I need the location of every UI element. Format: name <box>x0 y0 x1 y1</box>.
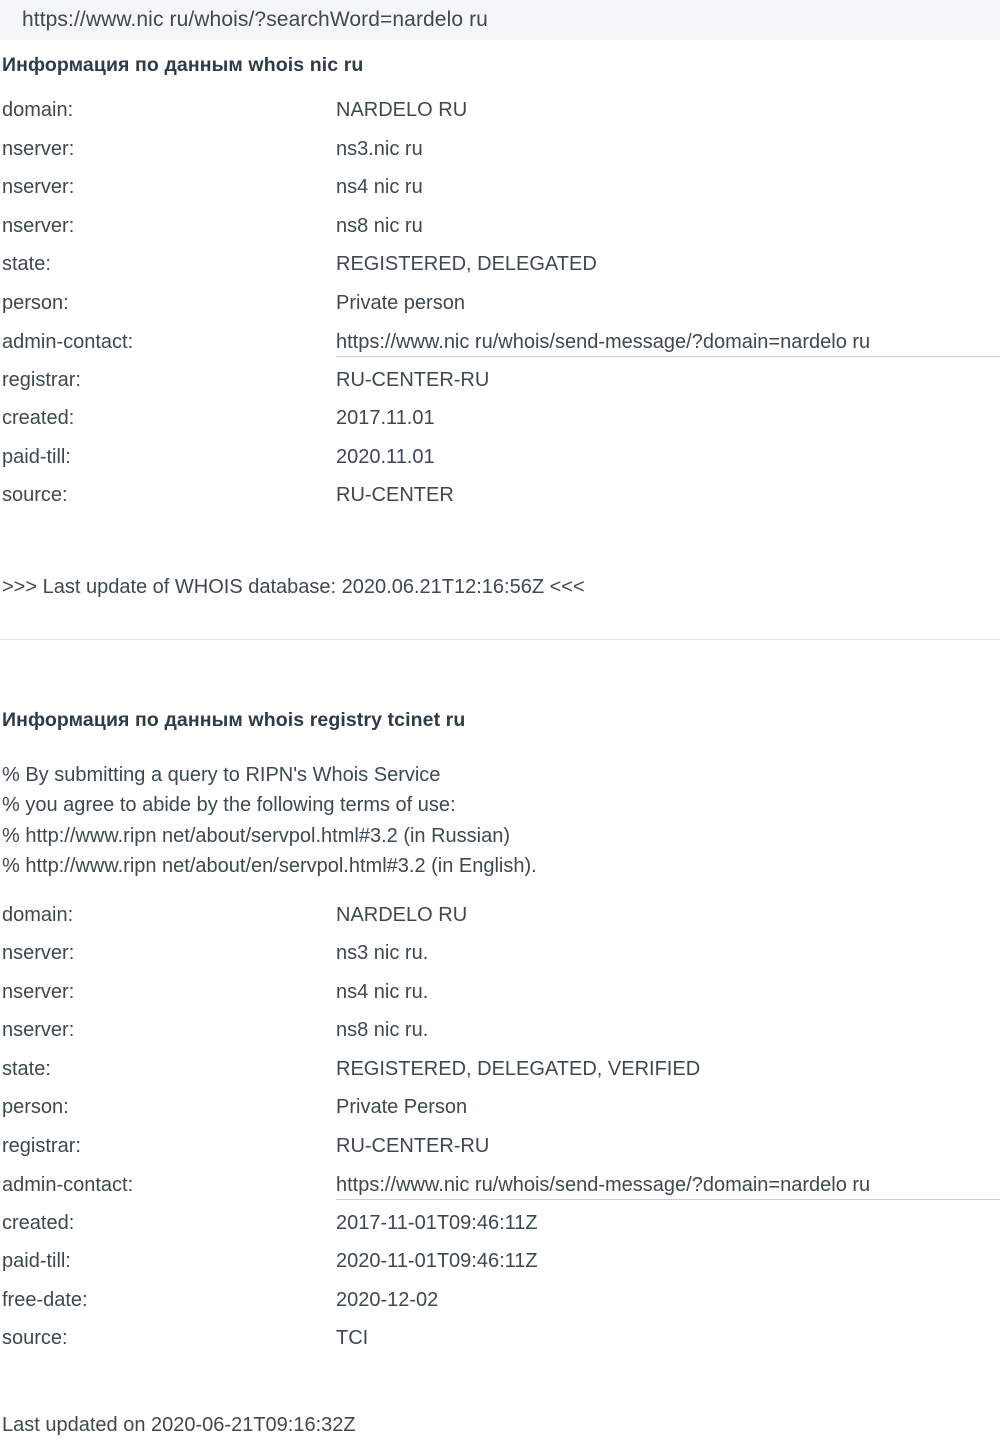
whois-field-row <box>0 904 1000 943</box>
whois-field-row <box>0 942 1000 981</box>
whois-field-value: 2020-11-01T09:46:11Z <box>336 1250 538 1272</box>
whois-field-row <box>0 1096 1000 1135</box>
whois-field-row <box>0 292 1000 331</box>
whois-registry-fields <box>0 904 1000 1366</box>
whois-field-key: created: <box>2 1211 75 1234</box>
whois-field-key: registrar: <box>2 368 81 391</box>
whois-field-value: ns8 nic ru. <box>336 1019 429 1041</box>
whois-registry-section <box>0 695 1000 1437</box>
whois-field-value: TCI <box>336 1327 369 1349</box>
whois-field-key: free-date: <box>2 1288 88 1311</box>
whois-field-key: registrar: <box>2 1134 81 1157</box>
whois-field-row <box>0 484 1000 523</box>
whois-field-value: ns4 nic ru <box>336 176 423 198</box>
whois-field-value: 2017-11-01T09:46:11Z <box>336 1211 538 1234</box>
whois-nic-section <box>0 40 1000 599</box>
whois-field-row <box>0 1289 1000 1328</box>
whois-field-row <box>0 1019 1000 1058</box>
whois-field-value: Private Person <box>336 1096 468 1118</box>
whois-field-value: 2020-12-02 <box>336 1288 439 1311</box>
whois-field-row <box>0 176 1000 215</box>
section-divider <box>0 639 1000 640</box>
whois-field-row <box>0 407 1000 446</box>
browser-url-bar[interactable] <box>0 0 1000 40</box>
preamble-line: % you agree to abide by the following terms of use: <box>2 794 456 816</box>
preamble-line: % http://www.ripn net/about/servpol.html#3.2 (in Russian) <box>2 824 511 847</box>
whois-field-value: RU-CENTER-RU <box>336 368 490 391</box>
whois-field-row <box>0 215 1000 254</box>
whois-field-key: person: <box>2 291 69 314</box>
whois-field-link[interactable]: https://www.nic ru/whois/send-message/?domain=nardelo ru <box>336 1173 1000 1200</box>
registry-last-updated-note: Last updated on 2020-06-21T09:16:32Z <box>2 1413 356 1436</box>
whois-field-value: REGISTERED, DELEGATED <box>336 253 597 275</box>
whois-field-row <box>0 1058 1000 1097</box>
whois-field-key: person: <box>2 1096 69 1118</box>
whois-field-value: ns3 nic ru. <box>336 942 429 964</box>
whois-field-row <box>0 1250 1000 1289</box>
whois-field-key: state: <box>2 253 51 275</box>
whois-field-row <box>0 446 1000 485</box>
whois-field-row <box>0 1173 1000 1212</box>
whois-field-value: 2017.11.01 <box>336 407 435 429</box>
whois-field-key: nserver: <box>2 214 75 237</box>
whois-field-row <box>0 330 1000 369</box>
whois-field-key: state: <box>2 1057 51 1080</box>
whois-field-row <box>0 99 1000 138</box>
whois-field-key: admin-contact: <box>2 331 134 353</box>
whois-field-row <box>0 253 1000 292</box>
whois-field-row <box>0 1212 1000 1251</box>
whois-field-key: source: <box>2 484 68 506</box>
whois-field-value: 2020.11.01 <box>336 445 435 468</box>
section-title-registry: Информация по данным whois registry tcinet ru <box>2 708 466 731</box>
whois-field-key: nserver: <box>2 942 75 964</box>
whois-field-value: Private person <box>336 291 465 314</box>
whois-field-key: created: <box>2 407 75 429</box>
whois-field-link[interactable]: https://www.nic ru/whois/send-message/?domain=nardelo ru <box>336 330 1000 357</box>
whois-field-key: nserver: <box>2 176 75 198</box>
whois-field-key: admin-contact: <box>2 1174 134 1196</box>
whois-field-value: NARDELO RU <box>336 99 468 121</box>
whois-field-value: ns3.nic ru <box>336 137 423 160</box>
whois-field-row <box>0 138 1000 177</box>
whois-field-value: RU-CENTER-RU <box>336 1134 490 1157</box>
whois-field-key: domain: <box>2 99 74 121</box>
whois-field-value: ns4 nic ru. <box>336 980 429 1003</box>
whois-field-key: domain: <box>2 903 74 926</box>
whois-last-update-note: >>> Last update of WHOIS database: 2020.06.21T12:16:56Z <<< <box>2 575 585 598</box>
whois-field-value: ns8 nic ru <box>336 214 423 237</box>
section-title-nic: Информация по данным whois nic ru <box>2 54 364 76</box>
whois-field-value: NARDELO RU <box>336 903 468 926</box>
whois-nic-fields <box>0 99 1000 523</box>
registry-preamble <box>0 760 1000 882</box>
whois-field-key: paid-till: <box>2 1250 71 1272</box>
whois-field-key: nserver: <box>2 980 75 1003</box>
whois-field-value: RU-CENTER <box>336 484 454 506</box>
whois-field-row <box>0 369 1000 408</box>
whois-field-row <box>0 1135 1000 1174</box>
whois-field-key: nserver: <box>2 137 75 160</box>
whois-field-row <box>0 1327 1000 1366</box>
url-text: https://www.nic ru/whois/?searchWord=nardelo ru <box>22 8 488 31</box>
whois-field-key: nserver: <box>2 1019 75 1041</box>
whois-field-value: REGISTERED, DELEGATED, VERIFIED <box>336 1057 701 1080</box>
whois-field-row <box>0 981 1000 1020</box>
whois-field-key: paid-till: <box>2 445 71 468</box>
preamble-line: % By submitting a query to RIPN's Whois Service <box>2 763 441 786</box>
preamble-line: % http://www.ripn net/about/en/servpol.html#3.2 (in English). <box>2 855 537 877</box>
whois-field-key: source: <box>2 1327 68 1349</box>
